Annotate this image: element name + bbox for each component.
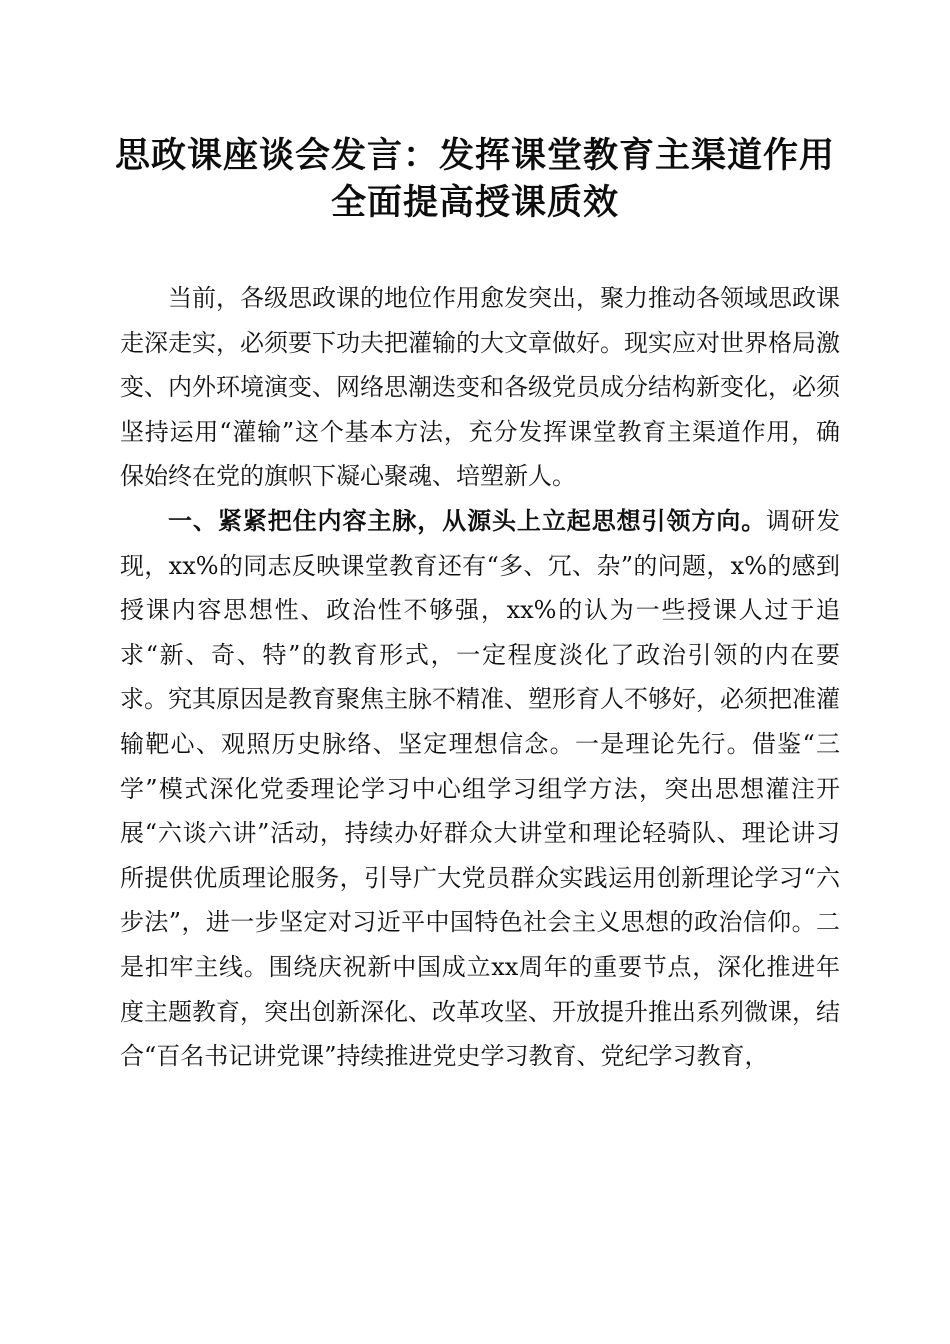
section-one-text: 调研发现，xx%的同志反映课堂教育还有“多、冗、杂”的问题，x%的感到授课内容思想性、政治性不够强，xx%的认为一些授课人过于追求“新、奇、特”的教育形式，一定程度淡化了政治引领的内在要求。究其原因是教育聚焦主脉不精准、塑形育人不够好，必须把准灌输靶心、观照历史脉络、坚定理想信念。一是理论先行。借鉴“三学”模式深化党委理论学习中心组学习组学方法，突出思想灌注开展“六谈六讲”活动，持续办好群众大讲堂和理论轻骑队、理论讲习所提供优质理论服务，引导广大党员群众实践运用创新理论学习“六步法”，进一步坚定对习近平中国特色社会主义思想的政治信仰。二是扣牢主线。围绕庆祝新中国成立xx周年的重要节点，深化推进年度主题教育，突出创新深化、改革攻坚、开放提升推出系列微课，结合“百名书记讲党课”持续推进党史学习教育、党纪学习教育，	[120, 506, 841, 1071]
paragraph-section-one	[120, 499, 840, 1079]
paragraph-intro-text: 当前，各级思政课的地位作用愈发突出，聚力推动各领域思政课走深走实，必须要下功夫把灌输的大文章做好。现实应对世界格局激变、内外环境演变、网络思潮迭变和各级党员成分结构新变化，必须坚持运用“灌输”这个基本方法，充分发挥课堂教育主渠道作用，确保始终在党的旗帜下凝心聚魂、培塑新人。	[120, 284, 840, 491]
title-line-1: 思政课座谈会发言：发挥课堂教育主渠道作用	[114, 135, 835, 176]
section-one-heading: 一、紧紧把住内容主脉，从源头上立起思想引领方向。	[168, 506, 767, 535]
title-line-2: 全面提高授课质效	[330, 182, 619, 223]
document-body	[120, 276, 840, 1079]
paragraph-intro	[120, 276, 840, 499]
document-title	[60, 132, 890, 226]
